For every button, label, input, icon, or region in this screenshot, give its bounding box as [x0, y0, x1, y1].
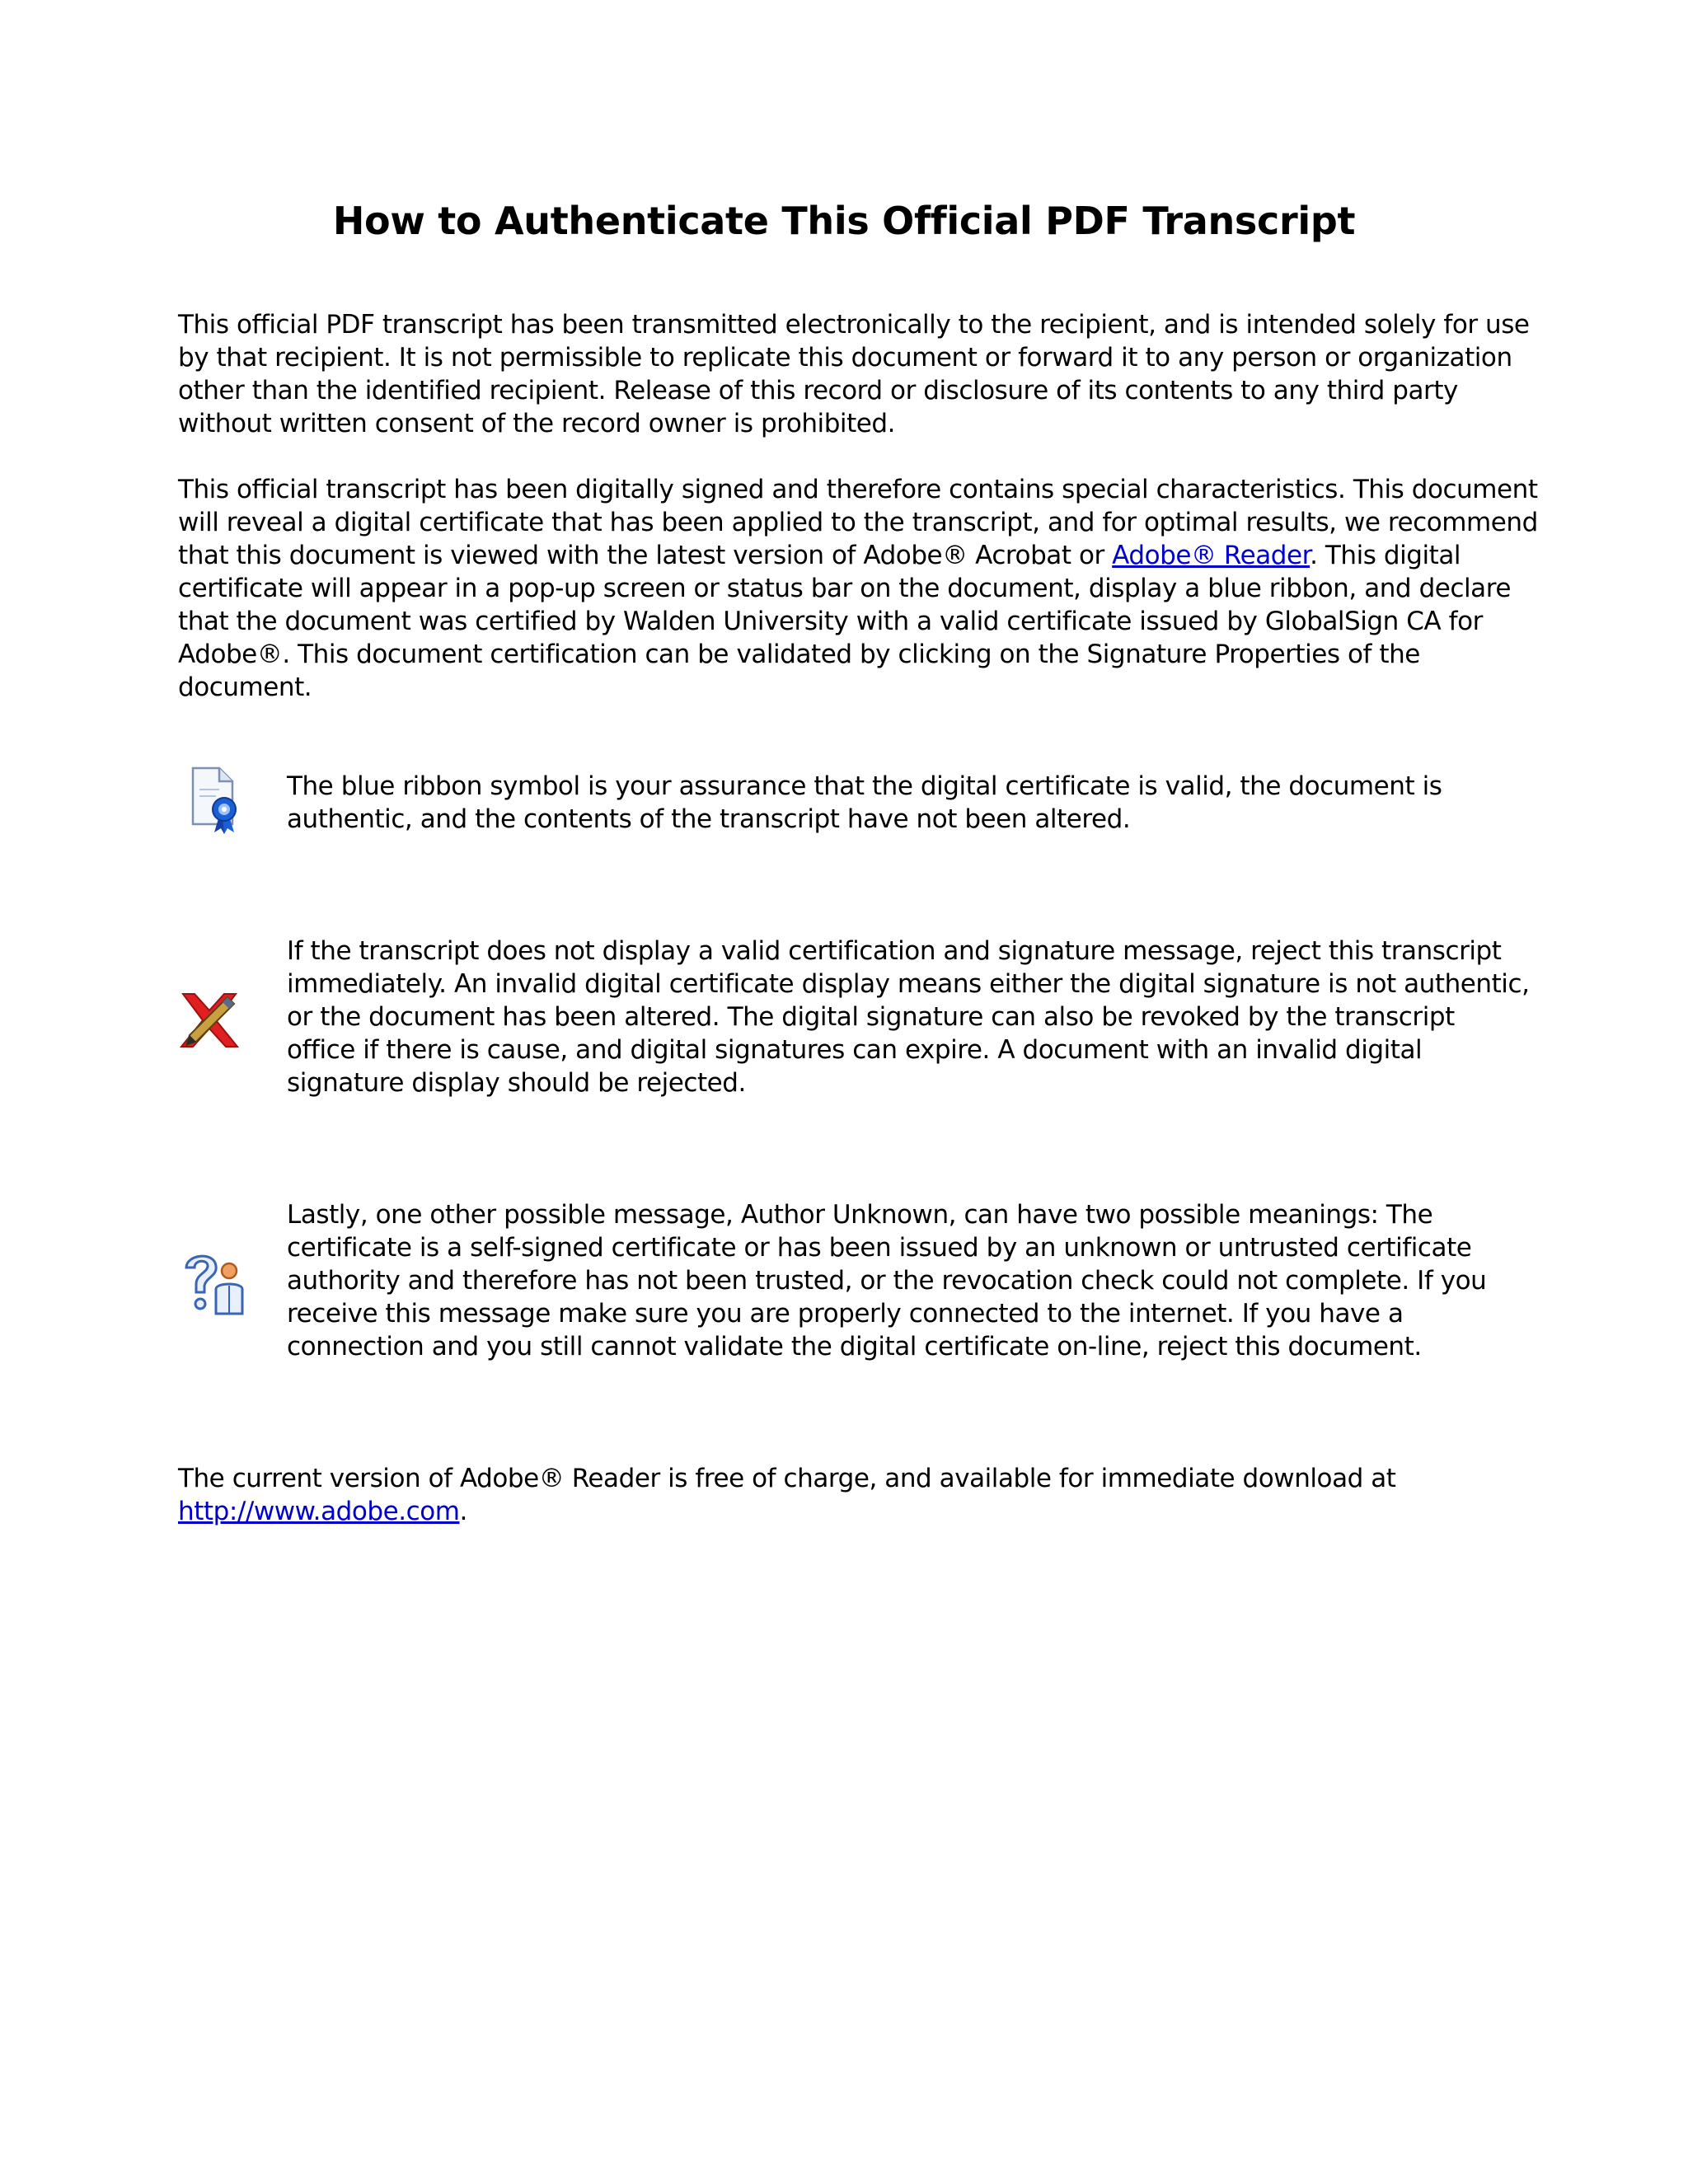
blue-ribbon-certificate-icon	[186, 765, 246, 834]
digital-signature-paragraph	[178, 473, 1538, 704]
signature-line-text: that this document is viewed with the latest version of Adobe® Acrobat or	[178, 541, 1113, 570]
intro-line: other than the identified recipient. Release of this record or disclosure of its contents to any third party	[178, 376, 1458, 405]
signature-line	[178, 539, 1530, 572]
unknown-line: authority and therefore has not been trusted, or the revocation check could not complete. If you	[287, 1266, 1487, 1296]
download-line	[178, 1495, 1530, 1528]
valid-line: The blue ribbon symbol is your assurance that the digital certificate is valid, the document is	[287, 771, 1442, 801]
signature-line-text: . This digital	[1310, 541, 1461, 570]
author-unknown-section	[287, 1198, 1540, 1363]
intro-line: by that recipient. It is not permissible to replicate this document or forward it to any person or organization	[178, 343, 1512, 373]
signature-line: document.	[178, 673, 312, 702]
signature-line: certificate will appear in a pop-up screen or status bar on the document, display a blue ribbon, and declare	[178, 574, 1511, 603]
intro-line: without written consent of the record owner is prohibited.	[178, 409, 896, 438]
signature-line: This official transcript has been digitally signed and therefore contains special characteristics. This document	[178, 475, 1538, 504]
valid-certificate-section	[287, 770, 1540, 836]
intro-paragraph	[178, 308, 1530, 440]
unknown-line: receive this message make sure you are properly connected to the internet. If you have a	[287, 1299, 1404, 1329]
unknown-line: Lastly, one other possible message, Author Unknown, can have two possible meanings: The	[287, 1200, 1433, 1230]
question-mark-user-icon	[178, 1248, 247, 1317]
download-line-end: .	[459, 1497, 467, 1526]
signature-line: Adobe®. This document certification can be validated by clicking on the Signature Properties of the	[178, 640, 1420, 669]
invalid-certificate-section	[287, 935, 1540, 1099]
invalid-line: immediately. An invalid digital certificate display means either the digital signature is not authentic,	[287, 969, 1530, 999]
valid-line: authentic, and the contents of the transcript have not been altered.	[287, 804, 1131, 834]
download-line: The current version of Adobe® Reader is free of charge, and available for immediate download at	[178, 1464, 1396, 1493]
invalid-line: or the document has been altered. The digital signature can also be revoked by the transcript	[287, 1002, 1455, 1032]
unknown-line: certificate is a self-signed certificate or has been issued by an unknown or untrusted certificate	[287, 1233, 1472, 1263]
invalid-line: If the transcript does not display a valid certification and signature message, reject this transcript	[287, 936, 1502, 966]
intro-line: This official PDF transcript has been transmitted electronically to the recipient, and is intended solely for use	[178, 310, 1530, 340]
download-paragraph	[178, 1462, 1530, 1528]
invalid-line: signature display should be rejected.	[287, 1068, 746, 1098]
red-x-pen-icon	[175, 989, 244, 1052]
signature-line: will reveal a digital certificate that has been applied to the transcript, and for optimal results, we recommend	[178, 508, 1538, 537]
adobe-reader-link[interactable]: Adobe® Reader	[1112, 541, 1311, 570]
unknown-line: connection and you still cannot validate the digital certificate on-line, reject this document.	[287, 1332, 1422, 1361]
signature-line: that the document was certified by Walden University with a valid certificate issued by GlobalSign CA for	[178, 607, 1483, 636]
invalid-line: office if there is cause, and digital signatures can expire. A document with an invalid digital	[287, 1035, 1423, 1065]
adobe-website-link[interactable]: http://www.adobe.com	[178, 1497, 460, 1526]
page-title: How to Authenticate This Official PDF Transcript	[332, 199, 1356, 243]
